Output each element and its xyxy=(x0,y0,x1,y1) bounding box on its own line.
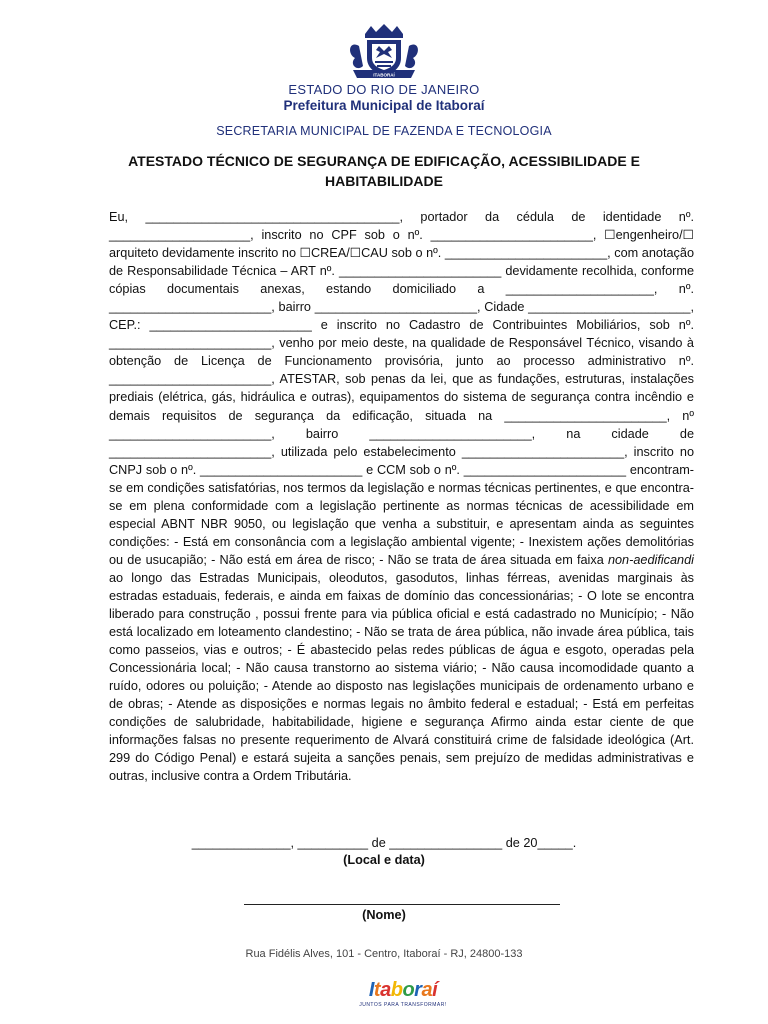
signature-line xyxy=(244,904,560,905)
body-italic-term: non-aedificandi xyxy=(607,552,694,567)
crest-banner-text: ITABORAÍ xyxy=(373,72,395,78)
logo-tagline: JUNTOS PARA TRANSFORMAR! xyxy=(359,1002,447,1008)
footer-address: Rua Fidélis Alves, 101 - Centro, Itaboraí - RJ, 24800-133 xyxy=(245,948,523,960)
logo-letter: b xyxy=(390,979,403,1001)
logo-letter: I xyxy=(368,979,374,1001)
logo-letter: o xyxy=(402,979,415,1001)
logo-letter: í xyxy=(432,979,438,1001)
itaborai-logo xyxy=(355,978,451,1018)
logo-letter: r xyxy=(414,979,422,1001)
body-text-part-1: Eu, ____________________________________, portador da cédula de identidade nº. ____________________, inscrito no CPF sob o nº. _______________________, ☐engenheiro/☐ arquiteto devidamente inscrito no ☐CREA/☐CAU sob o nº. _______________________, com anotação de Responsabilidade Técnica – ART nº. _______________________ devidamente recolhida, conforme cópias documentais anexas, estando domiciliado a _____________________, nº. _______________________, bairro _______________________, Cidade _______________________, CEP.: _______________________ e inscrito no Cadastro de Contribuintes Mobiliários, sob nº. _______________________, venho por meio deste, na qualidade de Responsável Técnico, visando à obtenção de Licença de Funcionamento provisória, junto ao processo administrativo nº. _______________________, ATESTAR, sob penas da lei, que as fundações, estruturas, instalações prediais (elétrica, gás, hidráulica e outras), equipamentos do sistema de segurança contra incêndio e demais requisitos de segurança da edificação, situada na _______________________, nº _______________________, bairro _______________________, na cidade de _______________________, utilizada pelo estabelecimento _______________________, inscrito no CNPJ sob o nº. _______________________ e CCM sob o nº. _______________________ encontram-se em condições satisfatórias, nos termos da legislação e normas técnicas pertinentes, e que encontra-se em plena conformidade com a legislação pertinente as normas técnicas de acessibilidade em especial ABNT NBR 9050, ou legislação que venha a substituir, e apresentam ainda as seguintes condições: - Está em consonância com a legislação ambiental vigente; - Inexistem ações demolitórias ou de usucapião; - Não está em área de risco; - Não se trata de área situada em faixa xyxy=(109,210,694,567)
document-body xyxy=(109,208,694,786)
municipal-crest-icon xyxy=(345,24,423,82)
logo-word xyxy=(355,978,451,1002)
signature-caption: (Nome) xyxy=(362,908,406,922)
document-title: ATESTADO TÉCNICO DE SEGURANÇA DE EDIFICAÇÃO, ACESSIBILIDADE E HABITABILIDADE xyxy=(128,153,640,189)
secretaria-name: SECRETARIA MUNICIPAL DE FAZENDA E TECNOLOGIA xyxy=(216,124,552,138)
logo-letter: a xyxy=(421,979,433,1001)
body-text-part-2: ao longo das Estradas Municipais, oleodutos, gasodutos, linhas férreas, avenidas marginais às estradas estaduais, federais, e ainda em faixas de domínio das concessionárias; - O lote se encontra liberado para construção , possui frente para via pública oficial e está cadastrado no Município; - Não está localizado em loteamento clandestino; - Não se trata de área pública, não invade área pública, tais como passeios, vias e outros; - É abastecido pelas redes públicas de água e esgoto, operadas pela Concessionária local; - Não causa transtorno ao sistema viário; - Não causa incomodidade quanto a ruído, odores ou poluição; - Atende ao disposto nas legislações municipais de ordenamento urbano e de obras; - Atende as disposições e normas legais no âmbito federal e estadual; - Está em perfeitas condições de salubridade, habitabilidade, higiene e segurança Afirmo ainda estar ciente de que informações falsas no presente requerimento de Alvará constituirá crime de falsidade ideológica (Art. 299 do Código Penal) e estará sujeita a sanções penais, sem prejuízo de medidas administrativas e outras, inclusive contra a Ordem Tributária. xyxy=(109,570,694,784)
logo-letter: t xyxy=(373,979,381,1001)
date-line: ______________, __________ de ________________ de 20_____. xyxy=(191,836,577,850)
logo-letter: a xyxy=(380,979,391,1001)
state-name: ESTADO DO RIO DE JANEIRO xyxy=(288,82,480,97)
prefeitura-name: Prefeitura Municipal de Itaboraí xyxy=(283,98,485,113)
body-paragraph xyxy=(109,208,694,786)
letterhead xyxy=(0,82,768,138)
date-caption: (Local e data) xyxy=(343,853,425,867)
